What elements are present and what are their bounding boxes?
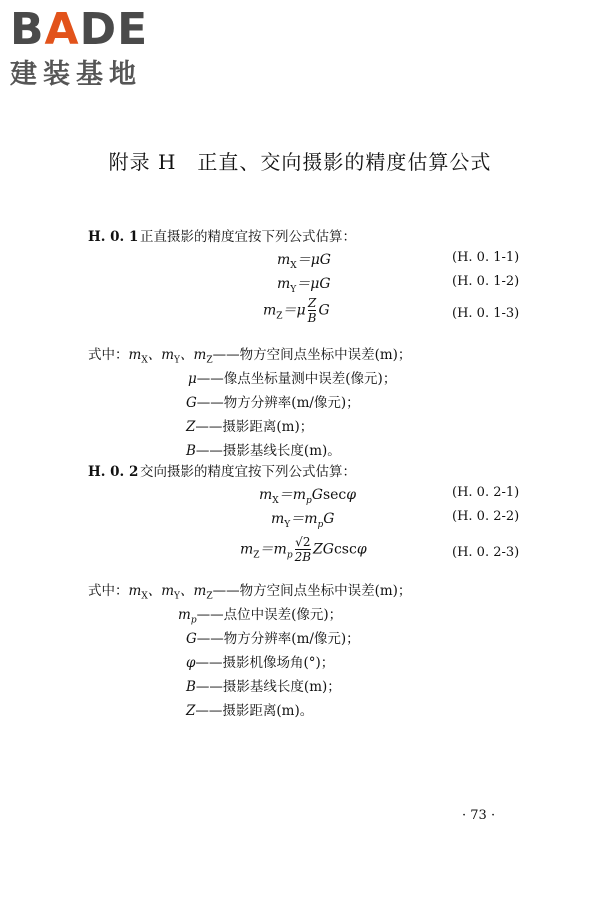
definition-line: μ——像点坐标量测中误差(像元)； bbox=[188, 371, 397, 387]
equation-number: (H. 0. 1-3) bbox=[452, 306, 520, 321]
section-text: 交向摄影的精度宜按下列公式估算： bbox=[140, 464, 356, 480]
definition-line: G——物方分辨率(m/像元)； bbox=[186, 395, 360, 411]
equation-h-0-1-1: $m_X=\mu G$ bbox=[277, 252, 331, 271]
definition-line: Z——摄影距离(m)。 bbox=[186, 703, 314, 719]
section-text: 正直摄影的精度宜按下列公式估算： bbox=[140, 229, 356, 245]
equation-h-0-1-3: $m_Z=\mu$ $\frac{Z}{B}$ G bbox=[263, 296, 330, 325]
definition-line: G——物方分辨率(m/像元)； bbox=[186, 631, 360, 647]
section-code: H. 0. 2 bbox=[88, 464, 139, 480]
logo-chinese-name: 建装基地 bbox=[10, 59, 142, 90]
definition-line: 式中：$m_X$、$m_Y$、$m_Z——$物方空间点坐标中误差(m)； bbox=[88, 347, 412, 366]
definition-line: φ——摄影机像场角(°)； bbox=[186, 655, 335, 671]
equation-h-0-1-2: $m_Y=\mu G$ bbox=[277, 276, 331, 295]
appendix-title: 附录 H 正直、交向摄影的精度估算公式 bbox=[108, 150, 492, 174]
logo-wordmark: BADE bbox=[10, 4, 149, 55]
bade-logo bbox=[6, 4, 176, 94]
section-code: H. 0. 1 bbox=[88, 229, 139, 245]
section-h-0-1-heading bbox=[88, 225, 356, 245]
section-h-0-2-heading bbox=[88, 460, 356, 480]
equation-number: (H. 0. 1-1) bbox=[452, 250, 520, 265]
equation-number: (H. 0. 1-2) bbox=[452, 274, 520, 289]
fraction-sqrt2-over-2b: $\frac{√2}{2B}$ bbox=[294, 535, 312, 564]
equation-number: (H. 0. 2-1) bbox=[452, 485, 520, 500]
equation-h-0-2-3: $m_Z=m_p$ $\frac{√2}{2B}$ ZGcscφ bbox=[240, 535, 367, 564]
fraction-z-over-b: $\frac{Z}{B}$ bbox=[307, 296, 317, 325]
equation-number: (H. 0. 2-3) bbox=[452, 545, 520, 560]
definition-line: B——摄影基线长度(m)； bbox=[186, 679, 341, 695]
equation-h-0-2-1: $m_X=m_pGsec\varphi$ bbox=[259, 487, 357, 506]
definition-line: B——摄影基线长度(m)。 bbox=[186, 443, 341, 459]
definition-line: $m_p——$点位中误差(像元)； bbox=[178, 607, 343, 626]
equation-h-0-2-2: $m_Y=m_pG$ bbox=[271, 511, 335, 530]
equation-number: (H. 0. 2-2) bbox=[452, 509, 520, 524]
definition-line: 式中：$m_X$、$m_Y$、$m_Z——$物方空间点坐标中误差(m)； bbox=[88, 583, 412, 602]
definition-line: Z——摄影距离(m)； bbox=[186, 419, 314, 435]
page-number: · 73 · bbox=[462, 808, 496, 823]
